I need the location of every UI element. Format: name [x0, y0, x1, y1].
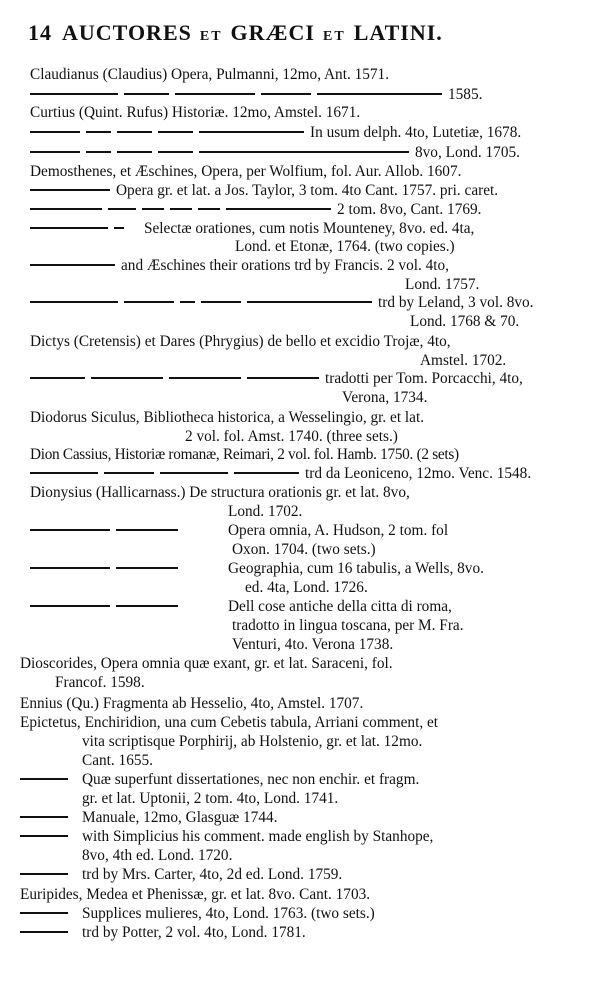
ditto-dash [30, 151, 80, 153]
ditto-dash [199, 151, 409, 153]
entry-line [30, 144, 520, 161]
entry-line [30, 294, 534, 311]
entry-line [420, 352, 506, 369]
ditto-dash [117, 131, 152, 133]
entry-text: Manuale, 12mo, Glasguæ 1744. [82, 809, 278, 826]
ditto-dash [247, 301, 372, 303]
entry-line [82, 847, 232, 864]
ditto-dash [199, 131, 304, 133]
ditto-dash [20, 778, 68, 780]
entry-text: tradotto in lingua toscana, per M. Fra. [232, 617, 464, 634]
entry-line [30, 182, 498, 199]
entry-line [20, 924, 306, 941]
entry-text: Supplices mulieres, 4to, Lond. 1763. (two sets.) [82, 905, 375, 922]
entry-line [20, 695, 363, 712]
ditto-dash [20, 835, 68, 837]
entry-text: Diodorus Siculus, Bibliotheca historica, a Wesselingio, gr. et lat. [30, 409, 425, 426]
entry-text: ed. 4ta, Lond. 1726. [245, 579, 368, 596]
ditto-dash [142, 208, 164, 210]
ditto-dash [169, 377, 241, 379]
entry-line [20, 809, 277, 826]
entry-text: trd da Leoniceno, 12mo. Venc. 1548. [305, 465, 532, 482]
entry-line [30, 66, 389, 83]
ditto-dash [170, 208, 192, 210]
ditto-dash [30, 93, 118, 95]
header-word: GRÆCI [230, 20, 315, 45]
ditto-dash [116, 529, 178, 531]
entry-line [30, 257, 449, 274]
entry-text: Oxon. 1704. (two sets.) [232, 541, 376, 558]
entry-text: Francof. 1598. [55, 674, 145, 691]
entry-line [30, 86, 482, 103]
ditto-dash [30, 472, 98, 474]
entry-line [30, 465, 531, 482]
ditto-dash [108, 208, 136, 210]
entry-text: gr. et lat. Uptonii, 2 tom. 4to, Lond. 1741. [82, 790, 339, 807]
entry-line [30, 370, 523, 387]
ditto-dash [247, 377, 319, 379]
entry-text: vita scriptisque Porphirij, ab Holstenio, gr. et lat. 12mo. [82, 733, 423, 750]
ditto-dash [160, 472, 228, 474]
entry-text: Dion Cassius, Historiæ romanæ, Reimari, 2 vol. fol. Hamb. 1750. (2 sets) [30, 446, 459, 463]
entry-text: Amstel. 1702. [420, 352, 507, 369]
page-number: 14 [28, 20, 52, 45]
entry-line [30, 522, 448, 539]
entry-text: Epictetus, Enchiridion, una cum Cebetis tabula, Arriani comment, et [20, 714, 439, 731]
entry-line [20, 828, 433, 845]
entry-text: and Æschines their orations trd by Francis. 2 vol. 4to, [121, 257, 449, 274]
entry-line [82, 733, 422, 750]
header-word: AUCTORES [62, 20, 192, 45]
entry-text: Quæ superfunt dissertationes, nec non enchir. et fragm. [82, 771, 420, 788]
ditto-dash [86, 131, 111, 133]
entry-line [55, 674, 145, 691]
ditto-dash [30, 377, 85, 379]
ditto-dash [30, 301, 118, 303]
entry-line [30, 333, 451, 350]
entry-text: 8vo, Lond. 1705. [415, 144, 520, 161]
entry-text: Ennius (Qu.) Fragmenta ab Hesselio, 4to, Amstel. 1707. [20, 695, 364, 712]
entry-text: Dioscorides, Opera omnia quæ exant, gr. et lat. Saraceni, fol. [20, 655, 393, 672]
entry-line [20, 866, 342, 883]
ditto-dash [91, 377, 163, 379]
ditto-dash [30, 567, 110, 569]
entry-line [20, 655, 393, 672]
page-header [28, 20, 568, 46]
entry-line [30, 220, 474, 237]
ditto-dash [30, 189, 110, 191]
entry-line [30, 484, 410, 501]
header-word: LATINI. [353, 20, 443, 45]
entry-line [30, 124, 521, 141]
entry-line [228, 503, 302, 520]
entry-line [20, 886, 370, 903]
ditto-dash [180, 301, 195, 303]
entry-text: Selectæ orationes, cum notis Mounteney, 8vo. ed. 4ta, [144, 220, 475, 237]
entry-text: 8vo, 4th ed. Lond. 1720. [82, 847, 233, 864]
entry-text: 2 vol. fol. Amst. 1740. (three sets.) [185, 428, 398, 445]
entry-line [342, 389, 427, 406]
ditto-dash [226, 208, 331, 210]
entry-line [245, 579, 368, 596]
entry-line [20, 714, 438, 731]
ditto-dash [104, 472, 154, 474]
entry-text: Dictys (Cretensis) et Dares (Phrygius) de bello et excidio Trojæ, 4to, [30, 333, 451, 350]
ditto-dash [30, 529, 110, 531]
entry-line [30, 104, 360, 121]
entry-line [30, 598, 452, 615]
entry-line [82, 790, 338, 807]
entry-text: trd by Potter, 2 vol. 4to, Lond. 1781. [82, 924, 306, 941]
entry-text: 1585. [448, 86, 483, 103]
entry-text: Lond. 1757. [405, 276, 480, 293]
ditto-dash [201, 301, 241, 303]
entry-text: Venturi, 4to. Verona 1738. [232, 636, 394, 653]
entry-line [30, 163, 461, 180]
entry-line [235, 238, 455, 255]
ditto-dash [30, 227, 108, 229]
ditto-dash [116, 567, 178, 569]
ditto-dash [114, 227, 124, 229]
ditto-dash [175, 93, 255, 95]
entry-text: trd by Leland, 3 vol. 8vo. [378, 294, 534, 311]
ditto-dash [20, 931, 68, 933]
entry-text: tradotti per Tom. Porcacchi, 4to, [325, 370, 523, 387]
entry-text: Verona, 1734. [342, 389, 428, 406]
ditto-dash [30, 605, 110, 607]
entry-text: Euripides, Medea et Phenissæ, gr. et lat. 8vo. Cant. 1703. [20, 886, 371, 903]
ditto-dash [234, 472, 299, 474]
entry-line [30, 446, 459, 463]
entry-text: Dell cose antiche della citta di roma, [228, 598, 452, 615]
header-conjunction: ET [323, 29, 346, 44]
entry-line [232, 636, 393, 653]
entry-text: 2 tom. 8vo, Cant. 1769. [337, 201, 482, 218]
entry-line [82, 752, 153, 769]
header-conjunction: ET [199, 29, 223, 44]
entry-line [30, 201, 481, 218]
entry-text: Dionysius (Hallicarnass.) De structura orationis gr. et lat. 8vo, [30, 484, 410, 501]
entry-line [20, 905, 375, 922]
ditto-dash [261, 93, 311, 95]
entry-text: Curtius (Quint. Rufus) Historiæ. 12mo, Amstel. 1671. [30, 104, 361, 121]
entry-line [410, 313, 519, 330]
entry-line [185, 428, 398, 445]
entry-line [30, 560, 484, 577]
entry-line [232, 541, 376, 558]
entry-text: trd by Mrs. Carter, 4to, 2d ed. Lond. 1759. [82, 866, 343, 883]
entry-text: Demosthenes, et Æschines, Opera, per Wolfium, fol. Aur. Allob. 1607. [30, 163, 462, 180]
ditto-dash [117, 151, 152, 153]
ditto-dash [30, 131, 80, 133]
entry-text: In usum delph. 4to, Lutetiæ, 1678. [310, 124, 522, 141]
entry-text: Lond. 1768 & 70. [410, 313, 520, 330]
entry-text: Cant. 1655. [82, 752, 153, 769]
ditto-dash [116, 605, 178, 607]
ditto-dash [158, 151, 193, 153]
ditto-dash [20, 873, 68, 875]
entry-text: Geographia, cum 16 tabulis, a Wells, 8vo. [228, 560, 484, 577]
ditto-dash [30, 208, 102, 210]
ditto-dash [317, 93, 442, 95]
entry-text: Lond. 1702. [228, 503, 303, 520]
entry-text: Claudianus (Claudius) Opera, Pulmanni, 12mo, Ant. 1571. [30, 66, 390, 83]
ditto-dash [20, 816, 68, 818]
entry-line [30, 409, 424, 426]
entry-line [232, 617, 464, 634]
ditto-dash [30, 264, 115, 266]
ditto-dash [86, 151, 111, 153]
entry-line [405, 276, 479, 293]
entry-text: Lond. et Etonæ, 1764. (two copies.) [235, 238, 455, 255]
ditto-dash [20, 912, 68, 914]
entry-text: Opera gr. et lat. a Jos. Taylor, 3 tom. 4to Cant. 1757. pri. caret. [116, 182, 499, 199]
entry-text: Opera omnia, A. Hudson, 2 tom. fol [228, 522, 449, 539]
entry-line [20, 771, 419, 788]
entry-text: with Simplicius his comment. made english by Stanhope, [82, 828, 434, 845]
ditto-dash [198, 208, 220, 210]
ditto-dash [158, 131, 193, 133]
ditto-dash [124, 93, 169, 95]
ditto-dash [124, 301, 174, 303]
